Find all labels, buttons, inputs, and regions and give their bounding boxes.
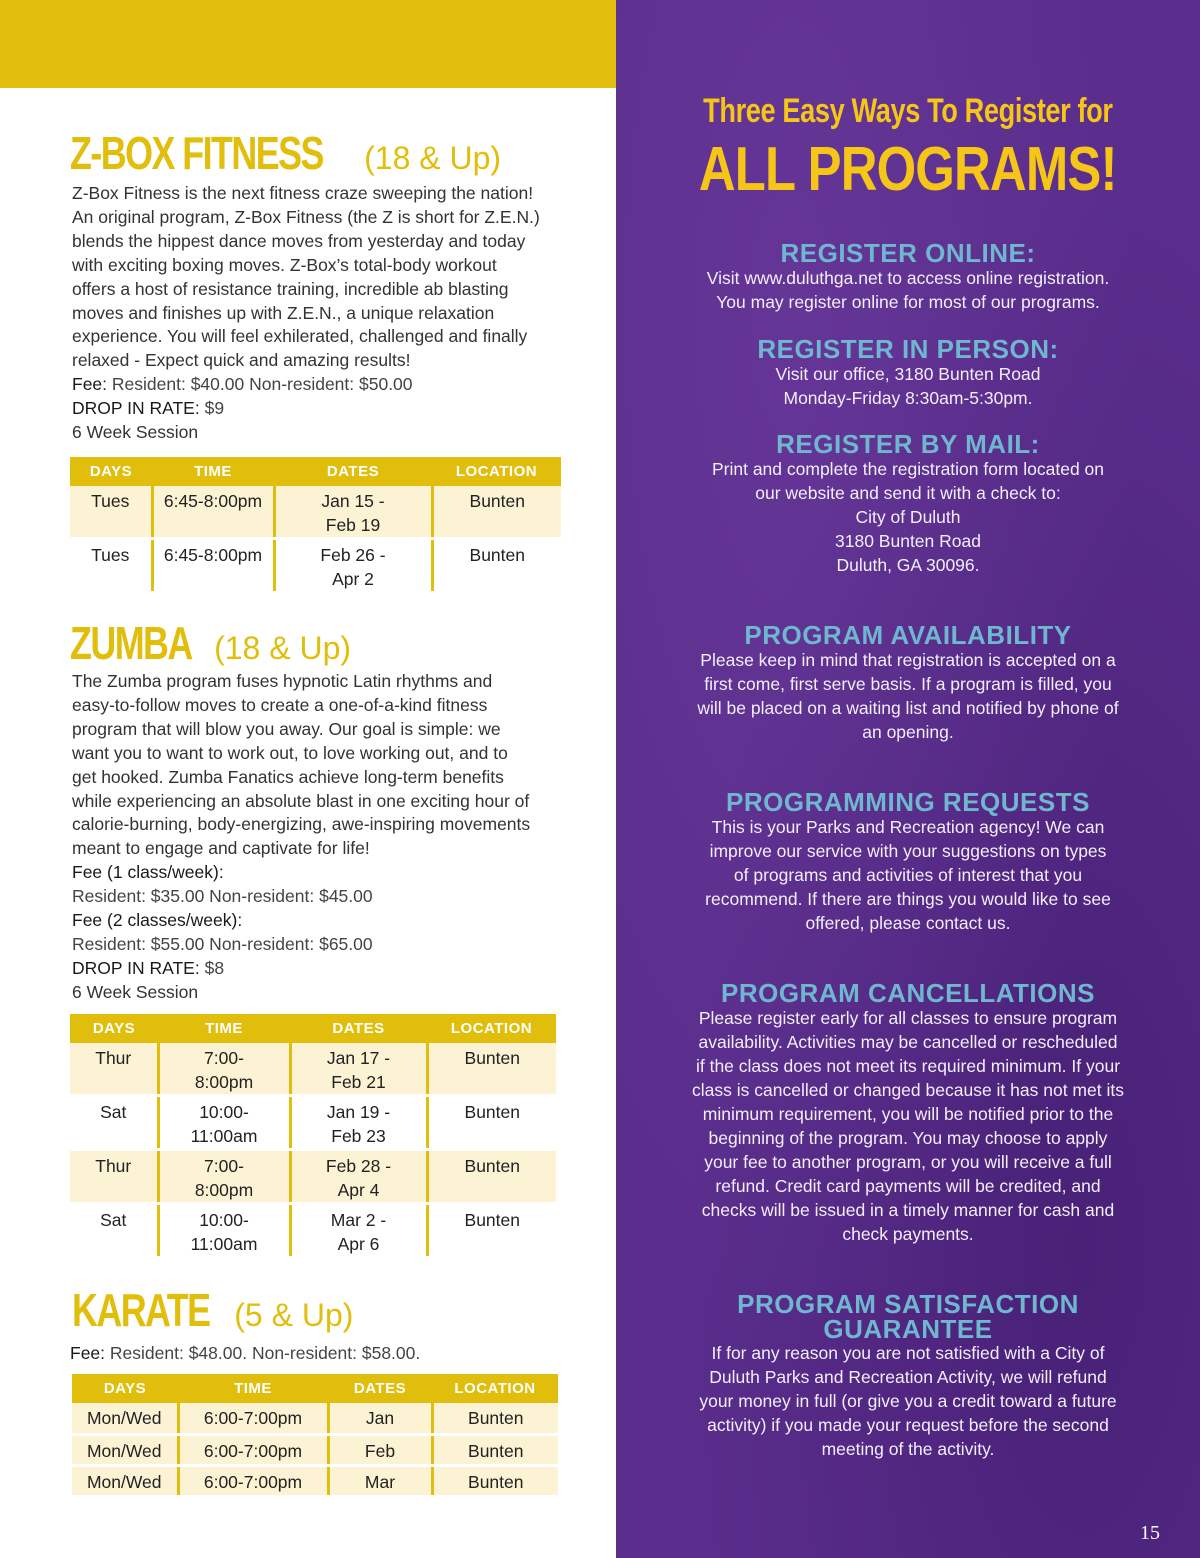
availability-body — [616, 648, 1200, 744]
karate-title — [72, 1283, 353, 1337]
zumba-drop-label: DROP IN RATE: — [72, 957, 200, 978]
register-online-body — [616, 266, 1200, 314]
body-line: Print and complete the registration form located on — [711, 459, 1104, 479]
cell-days: Tues — [70, 539, 152, 593]
cell-location: Bunten — [432, 1434, 558, 1465]
body-line: Please keep in mind that registration is accepted on a — [700, 650, 1116, 670]
cell-days: Thur — [70, 1150, 158, 1204]
body-line: availability. Activities may be cancelled or rescheduled — [698, 1032, 1118, 1052]
time-end: 8:00pm — [194, 1072, 254, 1092]
col-header-days: DAYS — [70, 457, 152, 486]
cell-dates: Mar — [328, 1465, 432, 1496]
register-heading-2-text: ALL PROGRAMS! — [699, 135, 1117, 204]
dates-end: Feb 19 — [325, 515, 381, 535]
requests-title: PROGRAMMING REQUESTS — [726, 787, 1090, 817]
body-line: You may register online for most of our programs. — [716, 292, 1100, 312]
cell-time: 6:45-8:00pm — [152, 539, 274, 593]
body-line: your money in full (or give you a credit toward a future — [699, 1391, 1117, 1411]
body-line: If for any reason you are not satisfied with a City of — [711, 1343, 1105, 1363]
cell-location: Bunten — [427, 1096, 556, 1150]
cell-time: 6:00-7:00pm — [178, 1465, 328, 1496]
zumba-desc-line: meant to engage and captivate for life! — [72, 838, 370, 859]
zbox-desc-line: with exciting boxing moves. Z-Box’s total-body workout — [72, 254, 497, 275]
time-start: 10:00- — [199, 1102, 249, 1122]
body-line: our website and send it with a check to: — [755, 483, 1061, 503]
zbox-desc-line: offers a host of resistance training, incredible ab blasting — [72, 278, 509, 299]
table-row — [72, 1403, 558, 1434]
dates-start: Feb 28 - — [325, 1156, 392, 1176]
table-row — [70, 1043, 556, 1096]
zbox-schedule-table — [70, 457, 561, 594]
col-header-location: LOCATION — [427, 1014, 556, 1043]
zumba-drop-value: $8 — [204, 957, 225, 978]
cell-location: Bunten — [432, 486, 561, 539]
register-mail-body — [616, 457, 1200, 577]
zbox-age: (18 & Up) — [364, 140, 502, 176]
cancellations-body — [616, 1006, 1200, 1246]
cell-days: Thur — [70, 1043, 158, 1096]
cell-location: Bunten — [432, 1465, 558, 1496]
table-row — [70, 1204, 556, 1258]
body-line: Please register early for all classes to ensure program — [698, 1008, 1118, 1028]
register-mail-title: REGISTER BY MAIL: — [776, 429, 1040, 459]
body-line: meeting of the activity. — [821, 1439, 995, 1459]
guarantee-title-1: PROGRAM SATISFACTION — [737, 1289, 1079, 1319]
body-line: activity) if you made your request before the second — [707, 1415, 1109, 1435]
cell-days: Mon/Wed — [72, 1403, 178, 1434]
guarantee-title-2: GUARANTEE — [823, 1314, 993, 1344]
zumba-session: 6 Week Session — [72, 981, 199, 1002]
page-number: 15 — [1140, 1522, 1160, 1544]
register-heading-1-text: Three Easy Ways To Register for — [703, 92, 1113, 130]
body-line: City of Duluth — [855, 507, 961, 527]
col-header-dates: DATES — [290, 1014, 427, 1043]
zumba-fee1-value-text: Resident: $35.00 Non-resident: $45.00 — [72, 886, 373, 907]
time-end: 8:00pm — [194, 1180, 254, 1200]
register-person-title: REGISTER IN PERSON: — [757, 334, 1059, 364]
zbox-desc-line: Z-Box Fitness is the next fitness craze sweeping the nation! — [72, 183, 534, 203]
dates-end: Apr 2 — [332, 569, 374, 589]
zumba-desc-line: The Zumba program fuses hypnotic Latin rhythms and — [72, 671, 493, 691]
dates-end: Feb 21 — [331, 1072, 386, 1092]
karate-age: (5 & Up) — [234, 1297, 354, 1333]
body-line: refund. Credit card payments will be credited, and — [715, 1176, 1101, 1196]
time-end: 11:00am — [190, 1126, 258, 1146]
body-line: 3180 Bunten Road — [835, 531, 981, 551]
zumba-fee2-label — [72, 909, 562, 933]
cell-time: 6:45-8:00pm — [152, 486, 274, 539]
body-line: improve our service with your suggestions on types — [709, 841, 1107, 861]
table-row — [70, 1150, 556, 1204]
dates-end: Apr 6 — [337, 1234, 380, 1254]
cell-time: 6:00-7:00pm — [178, 1434, 328, 1465]
col-header-location: LOCATION — [432, 457, 561, 486]
requests-section — [616, 789, 1200, 935]
cell-dates — [290, 1150, 427, 1204]
zbox-desc-line: blends the hippest dance moves from yesterday and today — [72, 230, 526, 251]
zbox-name: Z-BOX FITNESS — [70, 127, 323, 179]
zbox-drop-in — [72, 397, 562, 421]
body-line: Visit www.duluthga.net to access online registration. — [706, 268, 1110, 288]
zbox-fee-value: Resident: $40.00 Non-resident: $50.00 — [111, 374, 413, 395]
dates-start: Jan 15 - — [321, 491, 385, 511]
body-line: beginning of the program. You may choose to apply — [708, 1128, 1108, 1148]
cell-dates — [290, 1043, 427, 1096]
zumba-desc-line: get hooked. Zumba Fanatics achieve long-term benefits — [72, 766, 504, 787]
table-header-row — [72, 1374, 558, 1403]
register-mail-section — [616, 431, 1200, 577]
zbox-title — [70, 126, 501, 180]
zumba-fee2-value-text: Resident: $55.00 Non-resident: $65.00 — [72, 933, 373, 954]
register-online-section — [616, 240, 1200, 314]
dates-start: Jan 17 - — [326, 1048, 391, 1068]
zumba-desc-line: program that will blow you away. Our goal is simple: we — [72, 718, 501, 739]
cell-location: Bunten — [427, 1150, 556, 1204]
zumba-schedule-table — [70, 1014, 556, 1259]
zbox-desc-line: relaxed - Expect quick and amazing results! — [72, 350, 411, 371]
col-header-days: DAYS — [70, 1014, 158, 1043]
body-line: Monday-Friday 8:30am-5:30pm. — [783, 388, 1033, 408]
zbox-description — [72, 182, 562, 445]
col-header-time: TIME — [152, 457, 274, 486]
dates-start: Feb 26 - — [320, 545, 386, 565]
cell-days: Tues — [70, 486, 152, 539]
cell-days: Mon/Wed — [72, 1465, 178, 1496]
karate-fee-label: Fee: — [70, 1343, 106, 1363]
zbox-fee-label: Fee: — [72, 374, 108, 395]
table-row — [70, 486, 561, 539]
time-start: 7:00- — [204, 1156, 244, 1176]
zbox-desc-line: moves and finishes up with Z.E.N., a unique relaxation — [72, 302, 495, 323]
body-line: Duluth Parks and Recreation Activity, we will refund — [709, 1367, 1107, 1387]
col-header-time: TIME — [178, 1374, 328, 1403]
body-line: your fee to another program, or you will receive a full — [704, 1152, 1112, 1172]
zbox-drop-label: DROP IN RATE: — [72, 398, 200, 419]
cell-time — [158, 1096, 290, 1150]
guarantee-section — [616, 1291, 1200, 1461]
col-header-dates: DATES — [328, 1374, 432, 1403]
body-line: This is your Parks and Recreation agency! We can — [711, 817, 1105, 837]
zbox-desc-line: experience. You will feel exhilerated, challenged and finally — [72, 326, 528, 347]
availability-section — [616, 622, 1200, 744]
right-purple-panel — [616, 0, 1200, 1558]
cell-location: Bunten — [432, 539, 561, 593]
body-line: if the class does not meet its required minimum. If your — [695, 1056, 1121, 1076]
cell-days: Mon/Wed — [72, 1434, 178, 1465]
karate-schedule-table — [72, 1374, 558, 1498]
availability-title: PROGRAM AVAILABILITY — [744, 620, 1072, 650]
cell-time — [158, 1204, 290, 1258]
body-line: Duluth, GA 30096. — [836, 555, 980, 575]
dates-end: Feb 23 — [331, 1126, 386, 1146]
cell-location: Bunten — [427, 1204, 556, 1258]
zumba-name: ZUMBA — [70, 617, 192, 669]
karate-fee — [70, 1342, 560, 1366]
body-line: of programs and activities of interest that you — [733, 865, 1083, 885]
col-header-time: TIME — [158, 1014, 290, 1043]
zbox-fee — [72, 373, 562, 397]
register-person-section — [616, 336, 1200, 410]
register-heading-2 — [616, 134, 1200, 205]
body-line: check payments. — [842, 1224, 974, 1244]
karate-name: KARATE — [72, 1284, 210, 1336]
requests-body — [616, 815, 1200, 935]
table-row — [70, 1096, 556, 1150]
zbox-drop-value: $9 — [204, 398, 225, 419]
register-person-body — [616, 362, 1200, 410]
table-row — [72, 1465, 558, 1496]
cell-location: Bunten — [427, 1043, 556, 1096]
zumba-age: (18 & Up) — [214, 630, 352, 666]
karate-fee-line — [70, 1342, 560, 1366]
zumba-fee1-value — [72, 885, 562, 909]
zbox-session: 6 Week Session — [72, 422, 199, 443]
register-online-title: REGISTER ONLINE: — [780, 238, 1036, 268]
zumba-fee2-value — [72, 933, 562, 957]
zumba-fee1-label-text: Fee (1 class/week): — [72, 862, 224, 883]
cell-time: 6:00-7:00pm — [178, 1403, 328, 1434]
dates-end: Apr 4 — [337, 1180, 380, 1200]
body-line: checks will be issued in a timely manner for cash and — [701, 1200, 1115, 1220]
cell-dates — [290, 1096, 427, 1150]
cell-dates: Jan — [328, 1403, 432, 1434]
zumba-drop-in — [72, 957, 562, 981]
cell-dates — [274, 539, 432, 593]
cell-location: Bunten — [432, 1403, 558, 1434]
zumba-title — [70, 616, 351, 670]
body-line: recommend. If there are things you would like to see — [705, 889, 1111, 909]
body-line: minimum requirement, you will be notified prior to the — [702, 1104, 1114, 1124]
cancellations-title: PROGRAM CANCELLATIONS — [720, 978, 1095, 1008]
dates-start: Jan 19 - — [326, 1102, 391, 1122]
cell-time — [158, 1150, 290, 1204]
time-start: 10:00- — [199, 1210, 249, 1230]
register-heading-1 — [616, 92, 1200, 131]
cell-dates — [274, 486, 432, 539]
cell-time — [158, 1043, 290, 1096]
body-line: first come, first serve basis. If a program is filled, you — [704, 674, 1112, 694]
body-line: an opening. — [862, 722, 954, 742]
top-gold-bar — [0, 0, 616, 88]
zumba-desc-line: want you to want to work out, to love working out, and to — [72, 742, 508, 763]
zumba-desc-line: easy-to-follow moves to create a one-of-a-kind fitness — [72, 694, 488, 715]
cell-dates: Feb — [328, 1434, 432, 1465]
col-header-dates: DATES — [274, 457, 432, 486]
body-line: offered, please contact us. — [805, 913, 1011, 933]
table-row — [70, 539, 561, 593]
zumba-desc-line: while experiencing an absolute blast in one exciting hour of — [72, 790, 530, 811]
karate-fee-value: Resident: $48.00. Non-resident: $58.00. — [109, 1343, 421, 1363]
cell-dates — [290, 1204, 427, 1258]
time-start: 7:00- — [204, 1048, 244, 1068]
zumba-description — [72, 670, 562, 1005]
body-line: Visit our office, 3180 Bunten Road — [775, 364, 1041, 384]
cell-days: Sat — [70, 1096, 158, 1150]
col-header-days: DAYS — [72, 1374, 178, 1403]
body-line: class is cancelled or changed because it has not met its — [692, 1080, 1124, 1100]
table-header-row — [70, 457, 561, 486]
col-header-location: LOCATION — [432, 1374, 558, 1403]
guarantee-body — [616, 1341, 1200, 1461]
table-header-row — [70, 1014, 556, 1043]
cancellations-section — [616, 980, 1200, 1246]
zbox-desc-line: An original program, Z-Box Fitness (the Z is short for Z.E.N.) — [72, 206, 540, 227]
zumba-fee1-label — [72, 861, 562, 885]
table-row — [72, 1434, 558, 1465]
zumba-desc-line: calorie-burning, body-energizing, awe-inspiring movements — [72, 814, 531, 835]
time-end: 11:00am — [190, 1234, 258, 1254]
dates-start: Mar 2 - — [330, 1210, 387, 1230]
zumba-fee2-label-text: Fee (2 classes/week): — [72, 910, 243, 931]
body-line: will be placed on a waiting list and notified by phone of — [697, 698, 1119, 718]
cell-days: Sat — [70, 1204, 158, 1258]
